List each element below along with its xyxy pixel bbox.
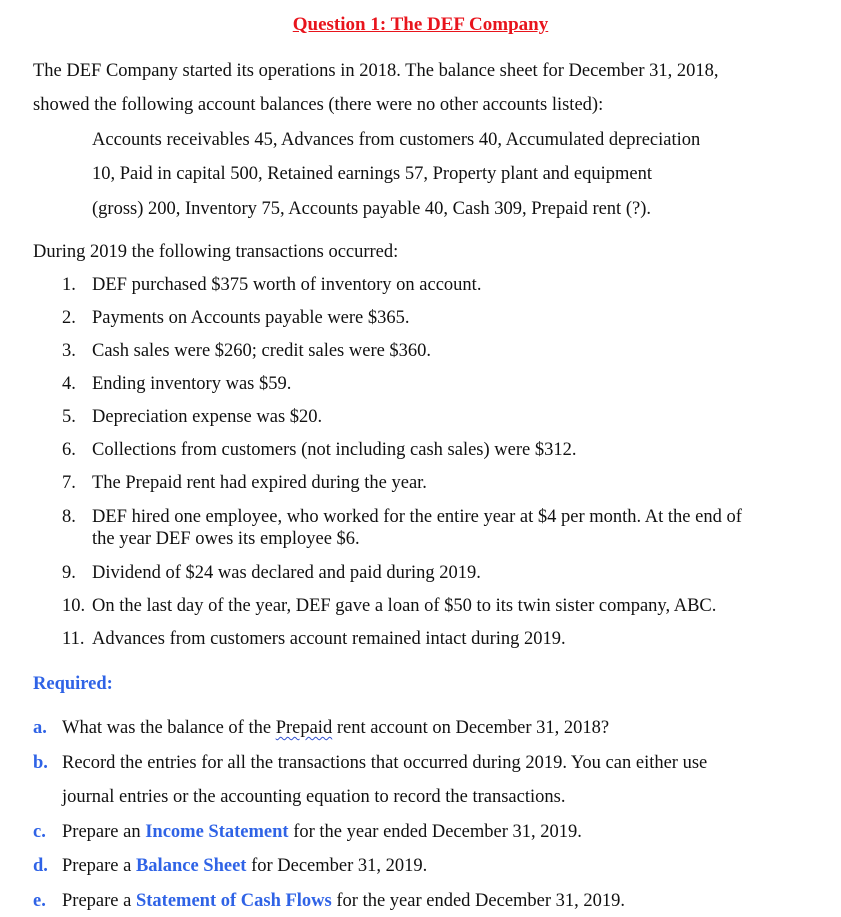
list-item — [0, 507, 841, 531]
required-item-b — [0, 753, 841, 777]
required-item-a — [0, 718, 841, 742]
list-number: 1. — [62, 275, 76, 295]
list-number: 3. — [62, 341, 76, 361]
item-text — [62, 822, 582, 843]
item-letter: e. — [33, 891, 46, 911]
list-number: 4. — [62, 374, 76, 394]
list-text: Depreciation expense was $20. — [92, 407, 323, 427]
highlight-term: Statement of Cash Flows — [135, 891, 332, 911]
required-item-d — [0, 856, 841, 880]
list-text: On the last day of the year, DEF gave a loan of $50 to its twin sister company, ABC. — [92, 596, 717, 616]
list-number: 9. — [62, 563, 76, 583]
list-number: 10. — [62, 596, 86, 616]
list-number: 2. — [62, 308, 76, 328]
list-item — [0, 374, 841, 398]
item-text: journal entries or the accounting equation to record the transactions. — [62, 787, 566, 807]
item-letter: b. — [33, 753, 48, 773]
item-text — [62, 856, 427, 877]
required-item-b-continuation — [0, 787, 841, 811]
balances-line-3: (gross) 200, Inventory 75, Accounts payable 40, Cash 309, Prepaid rent (?). — [92, 199, 651, 219]
list-item — [0, 440, 841, 464]
list-text: Advances from customers account remained intact during 2019. — [92, 629, 566, 649]
item-text — [62, 891, 625, 912]
list-text: Collections from customers (not including cash sales) were $312. — [92, 440, 577, 460]
list-item — [0, 275, 841, 299]
highlight-term: Income Statement — [145, 822, 289, 842]
required-item-c — [0, 822, 841, 846]
list-text: Dividend of $24 was declared and paid during 2019. — [92, 563, 481, 583]
list-item — [0, 563, 841, 587]
required-heading: Required: — [33, 674, 113, 694]
text-segment: Prepare a — [62, 891, 136, 911]
list-number: 7. — [62, 473, 76, 493]
text-segment: Prepare an — [62, 822, 146, 842]
item-letter: c. — [33, 822, 46, 842]
list-text: The Prepaid rent had expired during the year. — [92, 473, 427, 493]
intro-line-1: The DEF Company started its operations in 2018. The balance sheet for December 31, 2018, — [33, 61, 719, 81]
list-text: Ending inventory was $59. — [92, 374, 292, 394]
balances-line-2: 10, Paid in capital 500, Retained earnings 57, Property plant and equipment — [92, 164, 653, 184]
list-item — [0, 341, 841, 365]
list-item — [0, 308, 841, 332]
text-segment: Prepare a — [62, 856, 136, 876]
text-segment: for the year ended December 31, 2019. — [288, 822, 582, 842]
list-text: DEF purchased $375 worth of inventory on account. — [92, 275, 482, 295]
balances-line-1: Accounts receivables 45, Advances from customers 40, Accumulated depreciation — [92, 130, 701, 150]
intro-line-2: showed the following account balances (there were no other accounts listed): — [33, 95, 604, 115]
list-text: DEF hired one employee, who worked for the entire year at $4 per month. At the end of — [92, 507, 742, 527]
list-number: 11. — [62, 629, 85, 649]
transactions-heading: During 2019 the following transactions occurred: — [33, 242, 399, 262]
item-text — [62, 718, 609, 739]
item-text: Record the entries for all the transactions that occurred during 2019. You can either use — [62, 753, 708, 773]
list-text: the year DEF owes its employee $6. — [92, 529, 360, 549]
item-letter: a. — [33, 718, 47, 738]
list-number: 8. — [62, 507, 76, 527]
list-text: Cash sales were $260; credit sales were $360. — [92, 341, 432, 361]
spellcheck-word: Prepaid — [275, 718, 333, 738]
highlight-term: Balance Sheet — [135, 856, 247, 876]
text-segment: for the year ended December 31, 2019. — [331, 891, 626, 911]
list-item — [0, 596, 841, 620]
question-title: Question 1: The DEF Company — [292, 14, 549, 35]
item-letter: d. — [33, 856, 48, 876]
list-item-continuation — [0, 529, 841, 553]
list-item — [0, 629, 841, 653]
required-item-e — [0, 891, 841, 915]
list-item — [0, 407, 841, 431]
list-number: 6. — [62, 440, 76, 460]
list-text: Payments on Accounts payable were $365. — [92, 308, 410, 328]
text-segment: rent account on December 31, 2018? — [332, 718, 610, 738]
list-item — [0, 473, 841, 497]
text-segment: What was the balance of the — [62, 718, 276, 738]
text-segment: for December 31, 2019. — [246, 856, 428, 876]
list-number: 5. — [62, 407, 76, 427]
